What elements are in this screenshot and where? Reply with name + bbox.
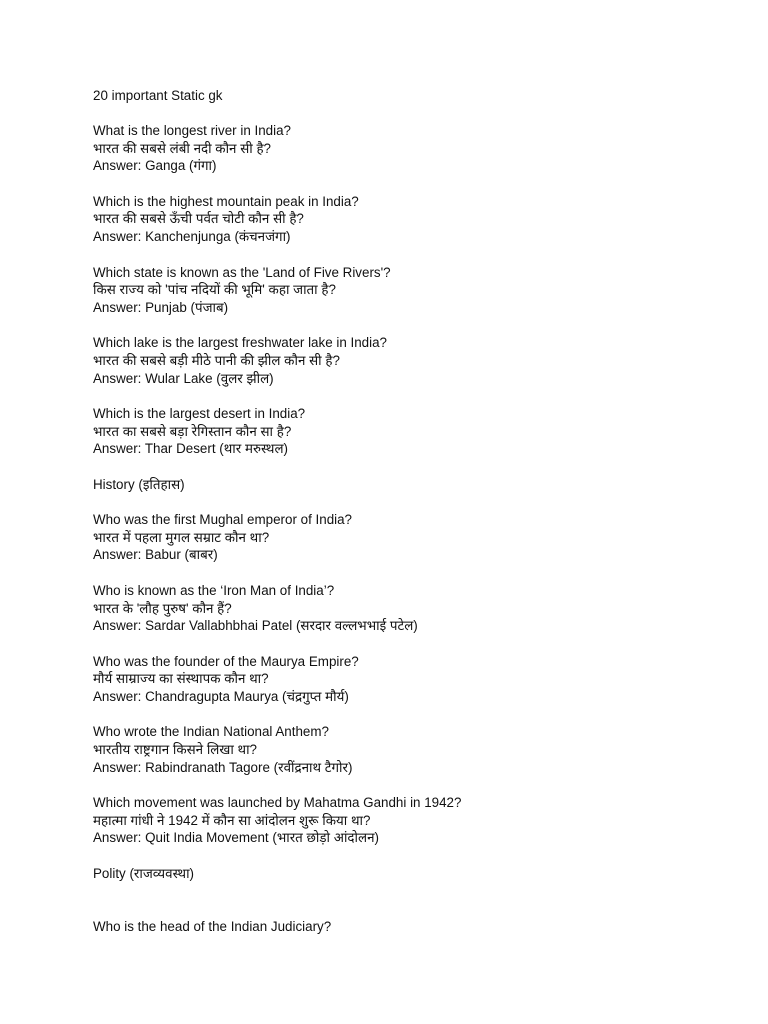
question-english: Who wrote the Indian National Anthem?: [93, 724, 329, 739]
question-hindi: मौर्य साम्राज्य का संस्थापक कौन था?: [93, 671, 269, 686]
answer-line: Answer: Ganga (गंगा): [93, 158, 217, 173]
answer-line: Answer: Sardar Vallabhbhai Patel (सरदार वल्लभभाई पटेल): [93, 618, 418, 633]
question-hindi: भारत का सबसे बड़ा रेगिस्तान कौन सा है?: [93, 424, 292, 439]
section-heading-history: History (इतिहास): [93, 477, 185, 492]
question-english: Who is the head of the Indian Judiciary?: [93, 919, 332, 934]
answer-line: Answer: Thar Desert (थार मरुस्थल): [93, 441, 288, 456]
answer-line: Answer: Chandragupta Maurya (चंद्रगुप्त मौर्य): [93, 689, 349, 704]
question-hindi: भारत में पहला मुगल सम्राट कौन था?: [93, 530, 270, 545]
question-english: Who was the founder of the Maurya Empire?: [93, 654, 359, 669]
answer-line: Answer: Punjab (पंजाब): [93, 300, 229, 315]
question-english: Which movement was launched by Mahatma Gandhi in 1942?: [93, 795, 462, 810]
answer-line: Answer: Wular Lake (वुलर झील): [93, 371, 274, 386]
question-english: Who is known as the ‘Iron Man of India’?: [93, 583, 335, 598]
question-hindi: भारतीय राष्ट्रगान किसने लिखा था?: [93, 742, 257, 757]
answer-line: Answer: Quit India Movement (भारत छोड़ो आंदोलन): [93, 830, 379, 845]
question-hindi: भारत की सबसे लंबी नदी कौन सी है?: [93, 141, 272, 156]
answer-line: Answer: Kanchenjunga (कंचनजंगा): [93, 229, 291, 244]
question-hindi: किस राज्य को 'पांच नदियों की भूमि' कहा जाता है?: [93, 282, 336, 297]
question-english: Which is the largest desert in India?: [93, 406, 306, 421]
question-hindi: महात्मा गांधी ने 1942 में कौन सा आंदोलन शुरू किया था?: [93, 813, 371, 828]
answer-line: Answer: Babur (बाबर): [93, 547, 218, 562]
section-heading-polity: Polity (राजव्यवस्था): [93, 866, 195, 881]
question-hindi: भारत की सबसे बड़ी मीठे पानी की झील कौन सी है?: [93, 353, 340, 368]
question-english: Which state is known as the 'Land of Five Rivers'?: [93, 265, 391, 280]
question-hindi: भारत की सबसे ऊँची पर्वत चोटी कौन सी है?: [93, 211, 304, 226]
question-english: Which lake is the largest freshwater lake in India?: [93, 335, 387, 350]
question-english: Which is the highest mountain peak in India?: [93, 194, 359, 209]
question-hindi: भारत के 'लौह पुरुष' कौन हैं?: [93, 601, 232, 616]
question-english: Who was the first Mughal emperor of India?: [93, 512, 353, 527]
question-english: What is the longest river in India?: [93, 123, 291, 138]
answer-line: Answer: Rabindranath Tagore (रवींद्रनाथ टैगोर): [93, 760, 353, 775]
document-title: 20 important Static gk: [93, 88, 223, 103]
